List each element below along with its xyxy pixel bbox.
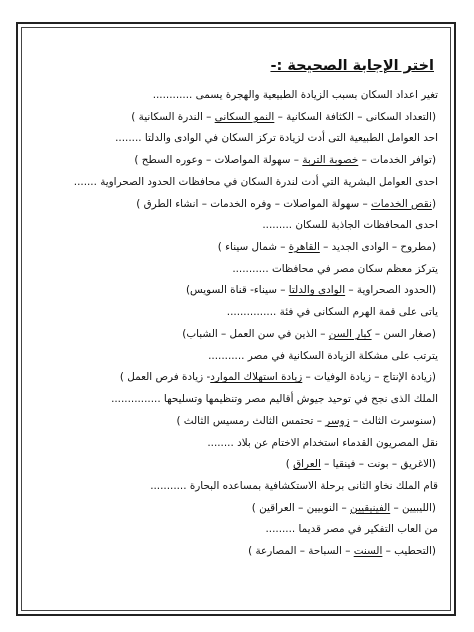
line-text: (التعداد السكانى – الكثافة السكانية – [274, 110, 436, 123]
line-text: من العاب التفكير في مصر قديما ......... [265, 523, 438, 536]
question-line [32, 215, 440, 237]
answer-choices-line [32, 324, 440, 346]
line-text: احدى العوامل البشرية التي أدت لندرة السكان في محافظات الحدود الصحراوية ....... [73, 175, 438, 188]
answer-choices-line [32, 498, 440, 520]
line-text: – تحتمس الثالث رمسيس الثالث ) [176, 414, 326, 427]
line-text: يترتب على مشكلة الزيادة السكانية في مصر ........... [208, 349, 438, 362]
line-text: احدى المحافظات الجاذبة للسكان ......... [262, 219, 438, 232]
line-text: (التحطيب – [382, 545, 436, 558]
line-text: (توافر الخدمات – [358, 154, 436, 167]
worksheet-page [16, 22, 456, 616]
answer-choices-line [32, 367, 440, 389]
line-text: – السباحة – المصارعة ) [248, 545, 354, 558]
line-text: قام الملك نخاو الثانى برحلة الاستكشافية بمساعده البحارة ........... [150, 479, 438, 492]
answer-choices-line [32, 237, 440, 259]
correct-answer: الفينيقيين [350, 501, 391, 514]
line-text: (مطروح – الوادى الجديد – [319, 241, 436, 254]
question-line [32, 519, 440, 541]
line-text: – شمال سيناء ) [217, 241, 289, 254]
answer-choices-line [32, 194, 440, 216]
answer-choices-line [32, 150, 440, 172]
line-text: ) [285, 458, 294, 471]
line-text: – سهولة المواصلات – وفره الخدمات – انشاء الطرق ) [136, 197, 372, 210]
correct-answer: نقص الخدمات [371, 197, 432, 210]
question-list [32, 85, 440, 563]
question-line [32, 302, 440, 324]
line-text: (سنوسرت الثالث – [349, 414, 436, 427]
correct-answer: النمو السكانى [214, 110, 275, 123]
correct-answer: الوادى والدلتا [288, 284, 346, 297]
line-text: – النوبيين – العراقين ) [251, 501, 351, 514]
correct-answer: القاهرة [288, 241, 320, 254]
line-text: (الليبيين – [390, 501, 436, 514]
question-line [32, 172, 440, 194]
line-text: (زيادة الإنتاج – زيادة الوفيات – [302, 371, 436, 384]
answer-choices-line [32, 280, 440, 302]
line-text: تغير اعداد السكان بسبب الزيادة الطبيعية والهجرة يسمى ............ [152, 89, 438, 101]
answer-choices-line [32, 454, 440, 476]
answer-choices-line [32, 107, 440, 129]
question-line [32, 346, 440, 368]
correct-answer: زوسر [325, 414, 350, 427]
line-text: نقل المصريون القدماء استخدام الاختام عن بلاد ........ [207, 436, 438, 449]
line-text: ياتى على قمة الهرم السكانى في فئة ............... [226, 306, 438, 319]
line-text: – الذين في سن العمل – الشباب) [182, 327, 329, 340]
line-text: – الندرة السكانية ) [131, 110, 215, 123]
question-line [32, 85, 440, 107]
question-line [32, 433, 440, 455]
line-text: يتركز معظم سكان مصر في محافظات ........... [232, 262, 438, 275]
correct-answer: كبار السن [328, 327, 372, 340]
correct-answer: خصوبة التربة [302, 154, 359, 167]
line-text: احد العوامل الطبيعية التى أدت لزيادة تركز السكان في الوادى والدلتا ........ [115, 132, 438, 145]
question-line [32, 259, 440, 281]
answer-choices-line [32, 411, 440, 433]
line-text: – سيناء- قناة السويس) [185, 284, 289, 297]
line-text: ( [431, 197, 436, 210]
correct-answer: السنت [353, 545, 383, 558]
worksheet-title: اختر الإجابة الصحيحة :- [270, 58, 434, 74]
line-text: الملك الذى نجح في توحيد جيوش أقاليم مصر وتنظيمها وتسليحها ............... [111, 393, 438, 406]
line-text: – سهولة المواصلات – وعوره السطح ) [134, 154, 303, 167]
question-line [32, 476, 440, 498]
line-text: - زيادة فرص العمل ) [119, 371, 211, 384]
question-line [32, 128, 440, 150]
line-text: (الحدود الصحراوية – [345, 284, 436, 297]
answer-choices-line [32, 541, 440, 563]
line-text: (الاغريق – بونت – فينقيا – [320, 458, 436, 471]
question-line [32, 389, 440, 411]
worksheet-content [32, 56, 440, 563]
correct-answer: زيادة استهلاك الموارد [210, 371, 303, 384]
line-text: (صغار السن – [371, 327, 436, 340]
correct-answer: العراق [293, 458, 321, 471]
